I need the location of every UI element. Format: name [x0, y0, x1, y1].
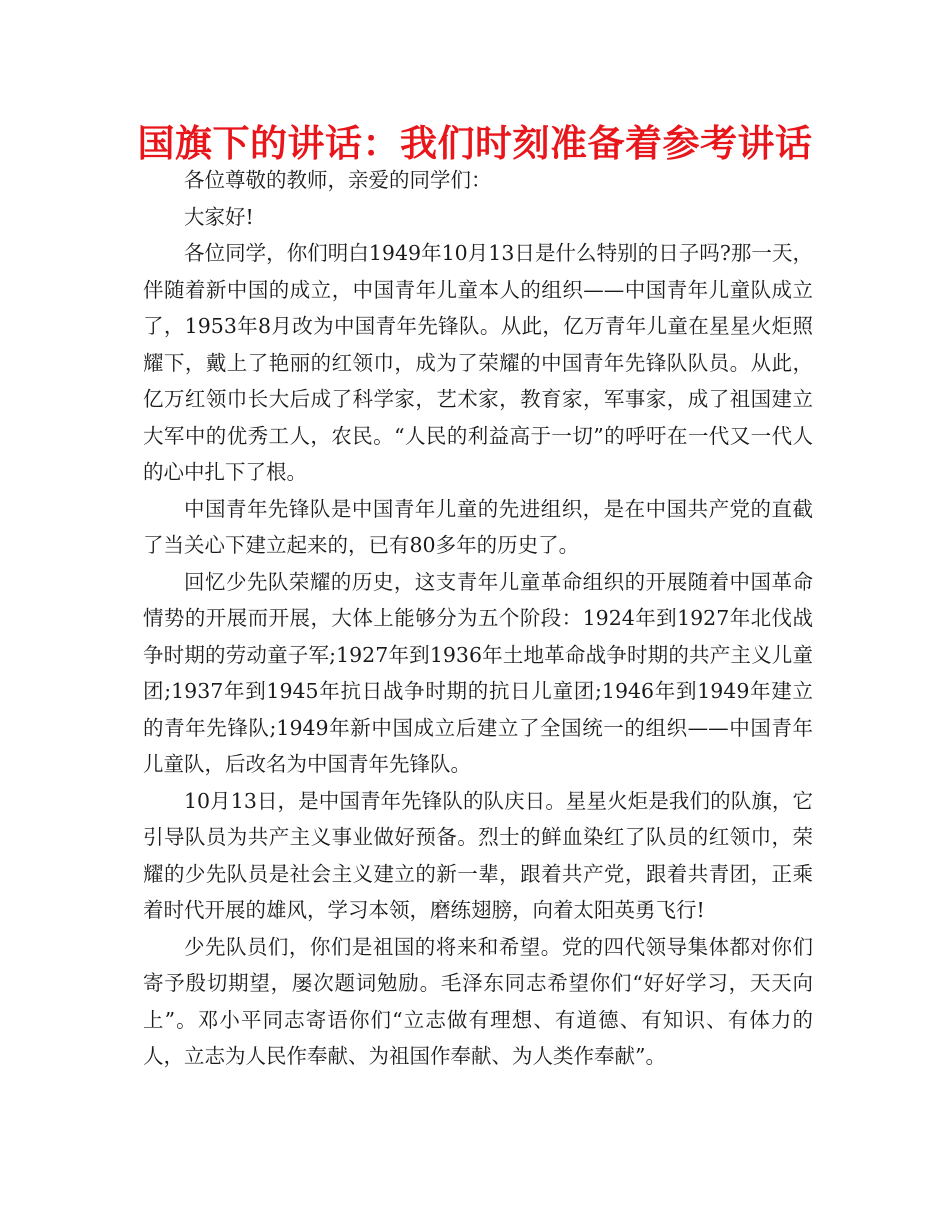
paragraph-hello: 大家好! [184, 204, 254, 229]
paragraph-anniversary: 10月13日，是中国青年先锋队的队庆日。星星火炬是我们的队旗，它引导队员为共产主义事业做好预备。烈士的鲜血染红了队员的红领巾，荣耀的少先队员是社会主义建立的新一辈，跟着共产党，跟着共青团，正乘着时代开展的雄风，学习本领，磨练翅膀，向着太阳英勇飞行! [143, 788, 813, 922]
paragraph-hope: 少先队员们，你们是祖国的将来和希望。党的四代领导集体都对你们寄予殷切期望，屡次题词勉励。毛泽东同志希望你们“好好学习，天天向上”。邓小平同志寄语你们“立志做有理想、有道德、有知识、有体力的人，立志为人民作奉献、为祖国作奉献、为人类作奉献”。 [143, 934, 813, 1068]
paragraph-history-intro: 各位同学，你们明白1949年10月13日是什么特别的日子吗?那一天，伴随着新中国的成立，中国青年儿童本人的组织——中国青年儿童队成立了，1953年8月改为中国青年先锋队。从此，亿万青年儿童在星星火炬照耀下，戴上了艳丽的红领巾，成为了荣耀的中国青年先锋队队员。从此，亿万红领巾长大后成了科学家，艺术家，教育家，军事家，成了祖国建立大军中的优秀工人，农民。“人民的利益高于一切”的呼吁在一代又一代人的心中扎下了根。 [143, 241, 813, 484]
paragraph-stages: 回忆少先队荣耀的历史，这支青年儿童革命组织的开展随着中国革命情势的开展而开展，大体上能够分为五个阶段：1924年到1927年北伐战争时期的劳动童子军;1927年到1936年土地革命战争时期的共产主义儿童团;1937年到1945年抗日战争时期的抗日儿童团;1946年到1949年建立的青年先锋队;1949年新中国成立后建立了全国统一的组织——中国青年儿童队，后改名为中国青年先锋队。 [143, 569, 813, 776]
document-title: 国旗下的讲话：我们时刻准备着参考讲话 [137, 122, 813, 165]
paragraph-greeting: 各位尊敬的教师，亲爱的同学们： [184, 168, 492, 192]
paragraph-organization: 中国青年先锋队是中国青年儿童的先进组织，是在中国共产党的直截了当关心下建立起来的，已有80多年的历史了。 [143, 496, 813, 557]
document-body [143, 162, 813, 1075]
